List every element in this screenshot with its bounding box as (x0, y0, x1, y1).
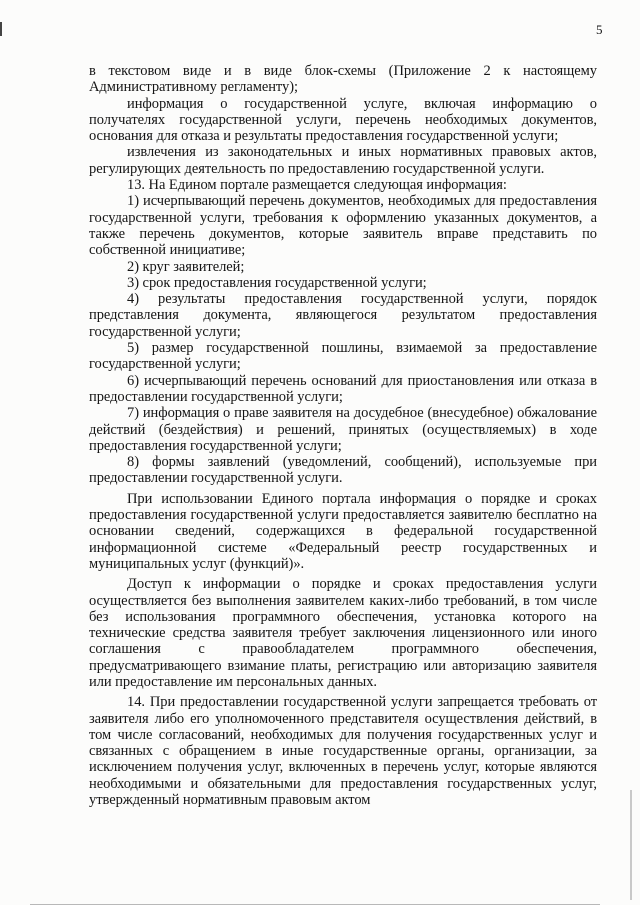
scan-edge-mark (0, 22, 2, 36)
paragraph: информация о государственной услуге, включая информацию о получателях государственной услуги, перечень необходимых документов, основания для отказа и результаты предоставления государственной услуги; (89, 95, 597, 145)
section-13-heading: 13. На Едином портале размещается следующая информация: (127, 177, 507, 194)
page-number: 5 (596, 22, 603, 37)
list-item: 6) исчерпывающий перечень оснований для приостановления или отказа в предоставлении государственной услуги; (89, 372, 597, 405)
list-item: 8) формы заявлений (уведомлений, сообщений), используемые при предоставлении государственной услуги. (89, 454, 597, 487)
list-item: 3) срок предоставления государственной услуги; (127, 274, 427, 291)
section-14-paragraph: 14. При предоставлении государственной услуги запрещается требовать от заявителя либо его уполномоченного представителя осуществления действий, в том числе согласований, необходимых для получения государственных услуг и связанных с обращением в иные государственные органы, организации, за исключением получения услуг, включенных в перечень услуг, которые являются необходимыми и обязательными для предоставления государственных услуг, утвержденный нормативным правовым актом (89, 694, 597, 809)
list-item: 1) исчерпывающий перечень документов, необходимых для предоставления государственной услуги, требования к оформлению указанных документов, а также перечень документов, которые заявитель вправе представить по собственной инициативе; (89, 193, 597, 259)
list-item: 2) круг заявителей; (127, 258, 245, 275)
list-item: 4) результаты предоставления государственной услуги, порядок представления документа, являющегося результатом предоставления государственной услуги; (89, 291, 597, 340)
paragraph-continuation: в текстовом виде и в виде блок-схемы (Приложение 2 к настоящему Административному регламенту); (89, 63, 597, 96)
paragraph: При использовании Единого портала информация о порядке и сроках предоставления государственной услуги предоставляется заявителю бесплатно на основании сведений, содержащихся в федеральной государственной информационной системе «Федеральный реестр государственных и муниципальных услуг (функций)». (89, 490, 597, 572)
list-item: 5) размер государственной пошлины, взимаемой за предоставление государственной услуги; (89, 340, 597, 373)
list-item: 7) информация о праве заявителя на досудебное (внесудебное) обжалование действий (бездействия) и решений, принятых (осуществляемых) в ходе предоставления государственной услуги; (89, 405, 597, 454)
scan-edge-mark (630, 790, 632, 900)
paragraph: извлечения из законодательных и иных нормативных правовых актов, регулирующих деятельность по предоставлению государственной услуги. (89, 144, 597, 177)
paragraph: Доступ к информации о порядке и сроках предоставления услуги осуществляется без выполнения заявителем каких-либо требований, в том числе без использования программного обеспечения, установка которого на технические средства заявителя требует заключения лицензионного или иного соглашения с правообладателем программного обеспечения, предусматривающего взимание платы, регистрацию или авторизацию заявителя или предоставление им персональных данных. (89, 576, 597, 690)
document-body (89, 63, 597, 808)
